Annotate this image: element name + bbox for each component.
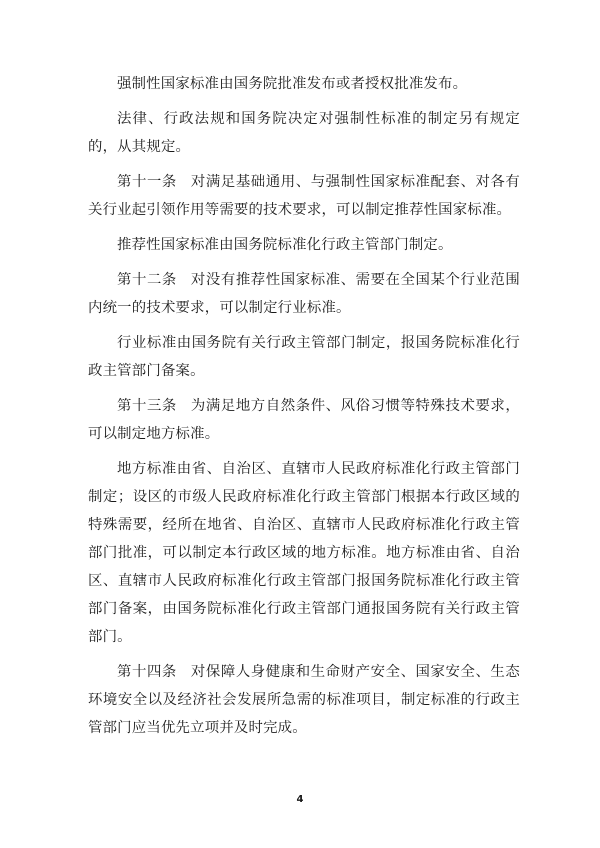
paragraph-text: 地方标准由省、自治区、直辖市人民政府标准化行政主管部门制定；设区的市级人民政府标准化行政主管部门根据本行政区域的特殊需要，经所在地省、自治区、直辖市人民政府标准化行政主管部门批准，可以制定本行政区域的地方标准。地方标准由省、自治区、直辖市人民政府标准化行政主管部门报国务院标准化行政主管部门备案，由国务院标准化行政主管部门通报国务院有关行政主管部门。 [88,461,520,645]
paragraph-text: 为满足地方自然条件、风俗习惯等特殊技术要求，可以制定地方标准。 [88,398,520,442]
paragraph-text: 对没有推荐性国家标准、需要在全国某个行业范围内统一的技术要求，可以制定行业标准。 [88,272,520,316]
article-number: 第十四条 [117,664,177,680]
paragraph [88,70,520,98]
paragraph [88,455,520,651]
paragraph [88,658,520,742]
paragraph-text: 法律、行政法规和国务院决定对强制性标准的制定另有规定的，从其规定。 [88,111,520,155]
paragraph-text: 对保障人身健康和生命财产安全、国家安全、生态环境安全以及经济社会发展所急需的标准项目，制定标准的行政主管部门应当优先立项并及时完成。 [88,664,520,736]
paragraph [88,168,520,224]
article-number: 第十二条 [117,272,177,288]
article-number: 第十一条 [117,174,177,190]
paragraph-text: 强制性国家标准由国务院批准发布或者授权批准发布。 [117,76,468,92]
paragraph-text: 行业标准由国务院有关行政主管部门制定，报国务院标准化行政主管部门备案。 [88,335,520,379]
paragraph [88,392,520,448]
paragraph-text: 推荐性国家标准由国务院标准化行政主管部门制定。 [117,237,453,253]
document-body [88,70,520,749]
paragraph [88,266,520,322]
paragraph [88,105,520,161]
paragraph-text: 对满足基础通用、与强制性国家标准配套、对各有关行业起引领作用等需要的技术要求，可以制定推荐性国家标准。 [88,174,520,218]
page-number: 4 [296,794,304,805]
paragraph [88,329,520,385]
article-number: 第十三条 [117,398,177,414]
paragraph [88,231,520,259]
